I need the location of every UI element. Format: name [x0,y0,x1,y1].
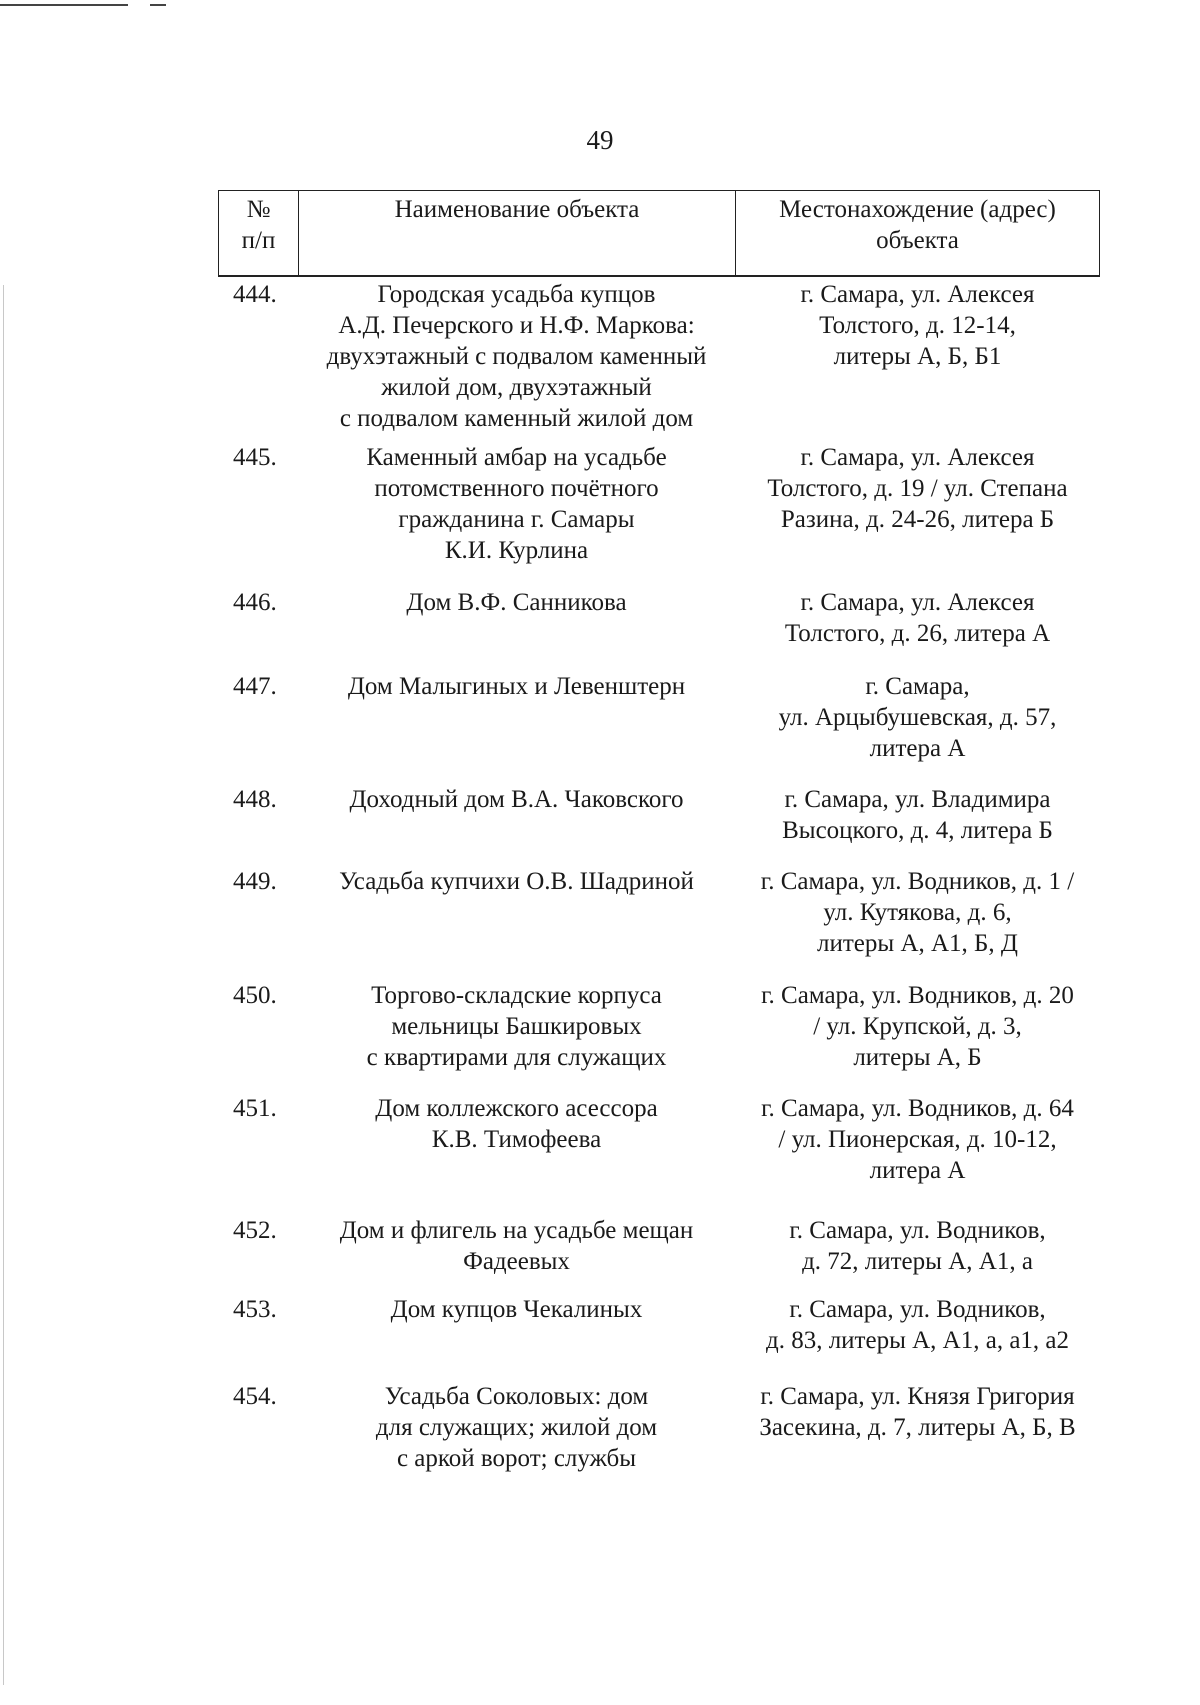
object-address: г. Самара, ул. Водников, д. 64 / ул. Пионерская, д. 10-12, литера А [761,1095,1074,1184]
object-name: Дом купцов Чекалиных [390,1296,643,1323]
table-row [218,866,1100,980]
object-name: Дом и флигель на усадьбе мещан Фадеевых [339,1217,694,1275]
object-address: г. Самара, ул. Арцыбушевская, д. 57, литера А [778,673,1057,762]
object-name: Дом В.Ф. Санникова [406,589,627,616]
object-name: Дом коллежского асессора К.В. Тимофеева [375,1095,658,1153]
table-row [218,587,1100,671]
row-number: 452. [233,1217,277,1244]
table-row [218,442,1100,587]
header-num: № п/п [219,191,299,275]
object-address: г. Самара, ул. Водников, д. 72, литеры А, А1, а [789,1217,1046,1275]
objects-table [218,190,1100,1481]
row-number: 450. [233,982,277,1009]
object-address: г. Самара, ул. Водников, д. 20 / ул. Крупской, д. 3, литеры А, Б [761,982,1074,1071]
table-row [218,279,1100,442]
object-address: г. Самара, ул. Князя Григория Засекина, д. 7, литеры А, Б, В [759,1383,1076,1441]
object-name: Усадьба купчихи О.В. Шадриной [339,868,694,895]
object-address: г. Самара, ул. Владимира Высоцкого, д. 4, литера Б [782,786,1053,844]
table-header [218,190,1100,277]
scan-margin-line [3,285,4,1685]
scan-mark [0,4,128,6]
row-number: 446. [233,589,277,616]
table-row [218,1381,1100,1481]
row-number: 451. [233,1095,277,1122]
object-address: г. Самара, ул. Алексея Толстого, д. 12-14, литеры А, Б, Б1 [800,281,1035,370]
header-address: Местонахождение (адрес) объекта [779,196,1056,254]
object-name: Доходный дом В.А. Чаковского [349,786,684,813]
object-name: Каменный амбар на усадьбе потомственного почётного гражданина г. Самары К.И. Курлина [366,444,667,564]
object-name: Городская усадьба купцов А.Д. Печерского и Н.Ф. Маркова: двухэтажный с подвалом каменный жилой дом, двухэтажный с подвалом каменный жилой дом [326,281,707,432]
table-row [218,980,1100,1093]
row-number: 447. [233,673,277,700]
object-address: г. Самара, ул. Водников, д. 83, литеры А, А1, а, а1, а2 [765,1296,1070,1354]
object-address: г. Самара, ул. Алексея Толстого, д. 26, литера А [784,589,1051,647]
table-row [218,1093,1100,1215]
table-row [218,671,1100,784]
table-row [218,784,1100,866]
row-number: 453. [233,1296,277,1323]
row-number: 449. [233,868,277,895]
page-number: 49 [586,125,614,155]
object-address: г. Самара, ул. Алексея Толстого, д. 19 / ул. Степана Разина, д. 24-26, литера Б [767,444,1068,533]
object-name: Дом Малыгиных и Левенштерн [347,673,686,700]
object-name: Усадьба Соколовых: дом для служащих; жилой дом с аркой ворот; службы [375,1383,658,1472]
table-row [218,1294,1100,1381]
row-number: 448. [233,786,277,813]
object-address: г. Самара, ул. Водников, д. 1 / ул. Кутякова, д. 6, литеры А, А1, Б, Д [760,868,1075,957]
row-number: 454. [233,1383,277,1410]
scan-mark [150,4,166,6]
header-name: Наименование объекта [299,191,736,275]
row-number: 445. [233,444,277,471]
object-name: Торгово-складские корпуса мельницы Башкировых с квартирами для служащих [366,982,667,1071]
row-number: 444. [233,281,277,308]
table-row [218,1215,1100,1294]
